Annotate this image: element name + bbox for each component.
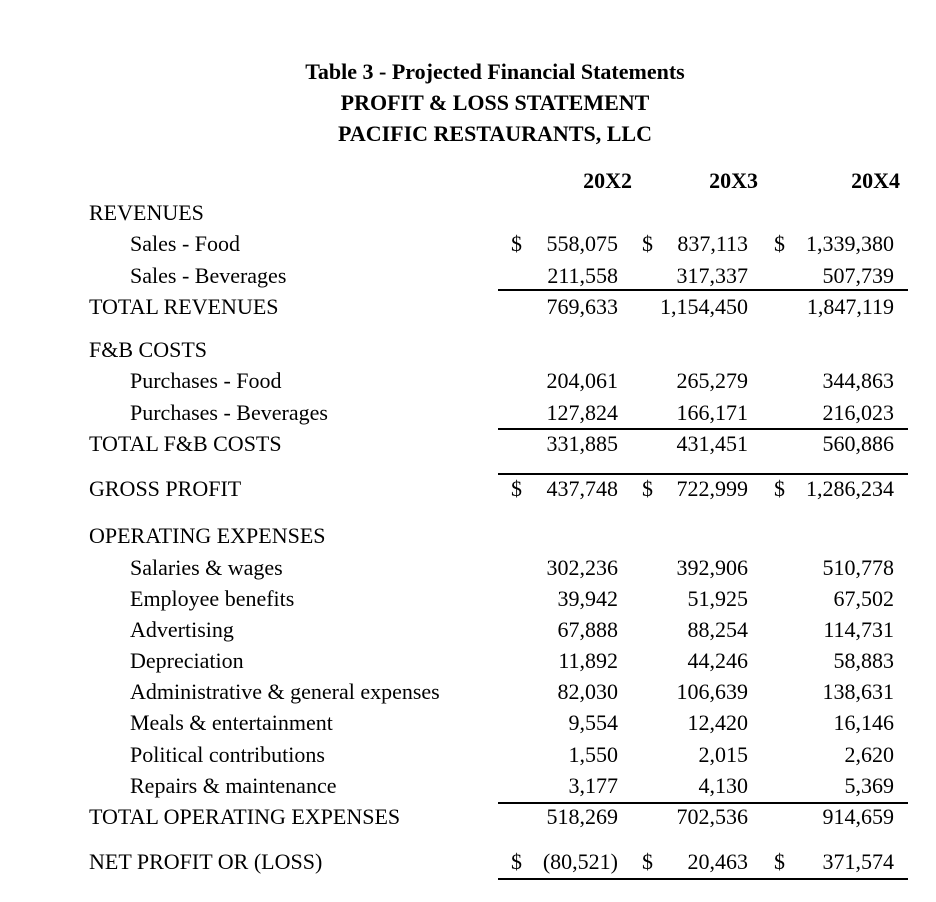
value-employee-benefits-20x2: 39,942 (557, 586, 618, 611)
value-total-operating-expenses-20x2: 518,269 (546, 804, 618, 829)
value-employee-benefits-20x4: 67,502 (833, 586, 894, 611)
currency-symbol: $ (774, 231, 785, 256)
row-label-revenues: REVENUES (89, 200, 204, 225)
value-employee-benefits-20x3: 51,925 (687, 586, 748, 611)
row-label-operating-expenses: OPERATING EXPENSES (89, 523, 326, 548)
row-label-advertising: Advertising (130, 617, 234, 642)
value-administrative-and-general-expenses-20x2: 82,030 (557, 679, 618, 704)
row-label-fandb-costs: F&B COSTS (89, 337, 207, 362)
currency-symbol: $ (642, 476, 653, 501)
value-advertising-20x3: 88,254 (687, 617, 748, 642)
value-repairs-and-maintenance-20x4: 5,369 (844, 773, 894, 798)
value-purchases-food-20x2: 204,061 (546, 368, 618, 393)
value-salaries-and-wages-20x2: 302,236 (546, 555, 618, 580)
company-name: PACIFIC RESTAURANTS, LLC (338, 121, 652, 146)
value-advertising-20x2: 67,888 (557, 617, 618, 642)
row-label-employee-benefits: Employee benefits (130, 586, 295, 611)
currency-symbol: $ (774, 476, 785, 501)
value-net-profit-or-loss-20x2: (80,521) (542, 849, 618, 874)
row-label-meals-and-entertainment: Meals & entertainment (130, 710, 333, 735)
row-label-depreciation: Depreciation (130, 648, 244, 673)
value-net-profit-or-loss-20x3: 20,463 (687, 849, 748, 874)
value-administrative-and-general-expenses-20x4: 138,631 (822, 679, 894, 704)
value-meals-and-entertainment-20x2: 9,554 (568, 710, 618, 735)
row-label-sales-beverages: Sales - Beverages (130, 263, 287, 288)
row-label-sales-food: Sales - Food (130, 231, 240, 256)
row-label-purchases-food: Purchases - Food (130, 368, 282, 393)
value-total-revenues-20x4: 1,847,119 (806, 294, 894, 319)
value-sales-beverages-20x4: 507,739 (822, 263, 894, 288)
value-salaries-and-wages-20x4: 510,778 (822, 555, 894, 580)
rule-revenues-subtotal (498, 289, 908, 291)
value-net-profit-or-loss-20x4: 371,574 (822, 849, 894, 874)
row-label-political-contributions: Political contributions (130, 742, 325, 767)
rule-operating-subtotal (498, 802, 908, 804)
value-meals-and-entertainment-20x3: 12,420 (687, 710, 748, 735)
currency-symbol: $ (642, 849, 653, 874)
row-label-repairs-and-maintenance: Repairs & maintenance (130, 773, 337, 798)
row-label-net-profit-or-loss: NET PROFIT OR (LOSS) (89, 849, 323, 874)
currency-symbol: $ (511, 231, 522, 256)
value-repairs-and-maintenance-20x2: 3,177 (568, 773, 618, 798)
value-purchases-food-20x4: 344,863 (822, 368, 894, 393)
value-total-operating-expenses-20x4: 914,659 (822, 804, 894, 829)
value-gross-profit-20x2: 437,748 (546, 476, 618, 501)
value-purchases-food-20x3: 265,279 (676, 368, 748, 393)
row-label-administrative-and-general-expenses: Administrative & general expenses (130, 679, 440, 704)
column-header-20x2: 20X2 (583, 168, 632, 193)
value-repairs-and-maintenance-20x3: 4,130 (698, 773, 748, 798)
statement-title: PROFIT & LOSS STATEMENT (340, 90, 650, 115)
value-political-contributions-20x3: 2,015 (698, 742, 748, 767)
value-total-fandb-costs-20x3: 431,451 (676, 431, 748, 456)
value-depreciation-20x4: 58,883 (833, 648, 894, 673)
value-sales-beverages-20x2: 211,558 (547, 263, 618, 288)
value-sales-food-20x3: 837,113 (677, 231, 748, 256)
value-total-fandb-costs-20x4: 560,886 (822, 431, 894, 456)
rule-gross-profit (498, 473, 908, 475)
value-total-revenues-20x2: 769,633 (546, 294, 618, 319)
row-label-total-fandb-costs: TOTAL F&B COSTS (89, 431, 282, 456)
currency-symbol: $ (642, 231, 653, 256)
column-header-20x3: 20X3 (709, 168, 758, 193)
value-total-fandb-costs-20x2: 331,885 (546, 431, 618, 456)
row-label-total-revenues: TOTAL REVENUES (89, 294, 279, 319)
currency-symbol: $ (511, 849, 522, 874)
value-gross-profit-20x4: 1,286,234 (806, 476, 894, 501)
value-sales-food-20x2: 558,075 (546, 231, 618, 256)
value-administrative-and-general-expenses-20x3: 106,639 (676, 679, 748, 704)
value-gross-profit-20x3: 722,999 (676, 476, 748, 501)
table-title: Table 3 - Projected Financial Statements (305, 59, 685, 84)
value-purchases-beverages-20x2: 127,824 (546, 400, 618, 425)
rule-net-profit (498, 878, 908, 880)
value-sales-beverages-20x3: 317,337 (676, 263, 748, 288)
value-meals-and-entertainment-20x4: 16,146 (833, 710, 894, 735)
rule-fb-costs-subtotal (498, 428, 908, 430)
value-advertising-20x4: 114,731 (823, 617, 894, 642)
currency-symbol: $ (511, 476, 522, 501)
currency-symbol: $ (774, 849, 785, 874)
row-label-purchases-beverages: Purchases - Beverages (130, 400, 328, 425)
column-header-20x4: 20X4 (851, 168, 900, 193)
value-depreciation-20x2: 11,892 (558, 648, 618, 673)
value-sales-food-20x4: 1,339,380 (806, 231, 894, 256)
value-depreciation-20x3: 44,246 (687, 648, 748, 673)
value-total-operating-expenses-20x3: 702,536 (676, 804, 748, 829)
value-total-revenues-20x3: 1,154,450 (660, 294, 748, 319)
row-label-total-operating-expenses: TOTAL OPERATING EXPENSES (89, 804, 401, 829)
value-political-contributions-20x4: 2,620 (844, 742, 894, 767)
row-label-gross-profit: GROSS PROFIT (89, 476, 242, 501)
row-label-salaries-and-wages: Salaries & wages (130, 555, 283, 580)
value-political-contributions-20x2: 1,550 (568, 742, 618, 767)
value-salaries-and-wages-20x3: 392,906 (676, 555, 748, 580)
value-purchases-beverages-20x4: 216,023 (822, 400, 894, 425)
value-purchases-beverages-20x3: 166,171 (676, 400, 748, 425)
